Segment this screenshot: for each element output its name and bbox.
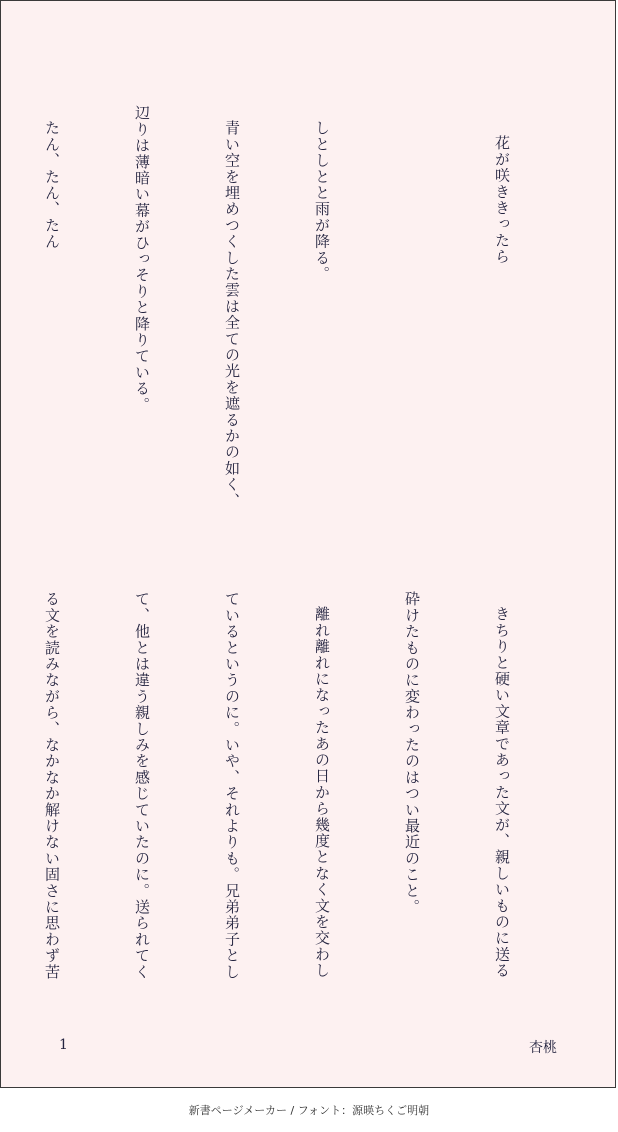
text-line: 辺りは薄暗い幕がひっそりと降りている。 [133, 105, 151, 413]
text-line: 離れ離れになったあの日から幾度となく文を交わし [313, 606, 331, 979]
lower-text-block [0, 591, 577, 1011]
upper-text-block [0, 105, 577, 525]
generator-credit: 新書ページメーカー / フォント：源暎ちくご明朝 [188, 1104, 430, 1117]
text-line: て、他とは違う親しみを感じていたのに。送られてく [133, 591, 151, 980]
text-line: る文を読みながら、なかなか解けない固さに思わず苦 [43, 591, 61, 980]
text-line: 砕けたものに変わったのはつい最近のこと。 [403, 591, 421, 915]
text-line [397, 105, 427, 525]
text-line: しとしとと雨が降る。 [313, 120, 331, 282]
text-line: 花が咲ききったら [493, 135, 511, 265]
page-number: 1 [59, 1037, 68, 1053]
text-line: ているというのに。いや、それよりも。兄弟弟子とし [223, 591, 241, 980]
text-line: 青い空を埋めつくした雲は全ての光を遮るかの如く、 [223, 120, 241, 509]
text-line: たん、たん、たん [43, 120, 61, 250]
author-name: 杏桃 [529, 1040, 557, 1056]
text-line: きちりと硬い文章であった文が、親しいものに送る [493, 606, 511, 979]
